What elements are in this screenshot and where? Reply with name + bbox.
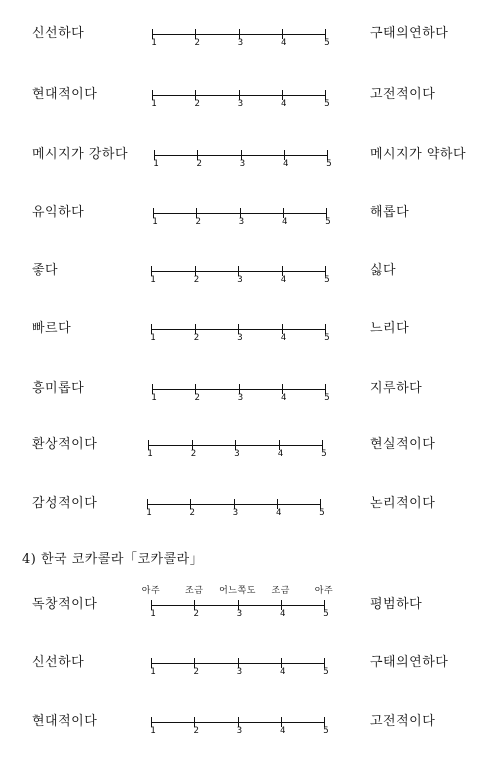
scale-row	[0, 147, 495, 187]
scale-number: 4	[280, 726, 286, 736]
right-adjective: 논리적이다	[370, 496, 436, 511]
left-adjective: 신선하다	[32, 655, 85, 670]
right-adjective: 싫다	[370, 263, 397, 278]
scale-number: 5	[326, 159, 332, 169]
scale-number: 4	[280, 275, 287, 285]
scale-row	[0, 586, 495, 637]
scale-row	[0, 381, 495, 421]
scale-row	[0, 437, 495, 477]
left-adjective: 좋다	[32, 263, 59, 278]
scale-number: 3	[239, 159, 246, 169]
scale-number: 3	[234, 449, 240, 459]
scale-number: 4	[281, 393, 287, 403]
scale-number: 3	[238, 217, 245, 227]
rating-scale	[151, 85, 330, 115]
scale-number: 5	[323, 667, 329, 677]
scale-number: 1	[146, 508, 152, 518]
scale-number: 1	[152, 217, 158, 227]
scale-row	[0, 714, 495, 754]
scale-number: 1	[150, 333, 156, 343]
scale-number: 5	[323, 609, 329, 619]
scale-row	[0, 26, 495, 66]
scale-number: 1	[151, 38, 157, 48]
left-adjective: 환상적이다	[32, 437, 98, 452]
right-adjective: 구태의연하다	[370, 26, 449, 41]
scale-number: 1	[151, 99, 157, 109]
scale-number: 1	[150, 667, 156, 677]
scale-caption: 아주	[141, 586, 161, 596]
scale-row	[0, 205, 495, 245]
scale-number: 2	[194, 99, 200, 109]
scale-number: 1	[150, 275, 156, 285]
scale-number: 1	[153, 159, 159, 169]
rating-scale	[151, 24, 330, 54]
left-adjective: 흥미롭다	[32, 381, 85, 396]
scale-number: 5	[321, 449, 327, 459]
scale-caption: 조금	[271, 586, 290, 596]
scale-number: 2	[193, 609, 199, 619]
scale-number: 4	[281, 99, 287, 109]
rating-scale	[147, 435, 327, 465]
right-adjective: 메시지가 약하다	[370, 147, 467, 162]
scale-number: 3	[236, 667, 243, 677]
rating-scale	[153, 145, 332, 175]
scale-number: 1	[147, 449, 153, 459]
scale-number: 5	[323, 726, 329, 736]
rating-scale	[150, 319, 330, 349]
rating-scale	[146, 494, 325, 524]
scale-number: 4	[280, 667, 286, 677]
rating-scale	[150, 261, 330, 291]
scale-number: 4	[276, 508, 282, 518]
right-adjective: 지루하다	[370, 381, 423, 396]
right-adjective: 현실적이다	[370, 437, 436, 452]
scale-caption: 조금	[185, 586, 204, 596]
scale-number: 4	[280, 333, 287, 343]
scale-row	[0, 87, 495, 127]
scale-number: 2	[193, 667, 199, 677]
scale-number: 1	[150, 726, 156, 736]
scale-caption: 어느쪽도	[219, 586, 256, 596]
scale-caption: 아주	[314, 586, 334, 596]
scale-number: 2	[190, 449, 197, 459]
scale-row	[0, 496, 495, 536]
scale-row	[0, 263, 495, 303]
right-adjective: 구태의연하다	[370, 655, 449, 670]
scale-number: 5	[324, 38, 330, 48]
scale-number: 4	[282, 217, 288, 227]
scale-row	[0, 655, 495, 695]
scale-number: 4	[280, 609, 286, 619]
scale-number: 4	[277, 449, 284, 459]
scale-number: 5	[324, 393, 330, 403]
left-adjective: 감성적이다	[32, 496, 98, 511]
section-title: 4) 한국 코카콜라「코카콜라」	[22, 552, 204, 567]
rating-scale	[151, 379, 330, 409]
scale-number: 2	[194, 393, 200, 403]
left-adjective: 신선하다	[32, 26, 85, 41]
left-adjective: 유익하다	[32, 205, 85, 220]
right-adjective: 고전적이다	[370, 714, 436, 729]
scale-number: 1	[151, 393, 157, 403]
scale-number: 3	[237, 393, 244, 403]
scale-number: 3	[236, 726, 243, 736]
scale-number: 5	[324, 99, 330, 109]
right-adjective: 고전적이다	[370, 87, 436, 102]
scale-number: 3	[237, 38, 244, 48]
scale-number: 3	[232, 508, 239, 518]
scale-number: 2	[196, 159, 202, 169]
scale-number: 3	[237, 99, 244, 109]
scale-number: 5	[324, 275, 330, 285]
left-adjective: 독창적이다	[32, 597, 98, 612]
scale-number: 1	[150, 609, 156, 619]
left-adjective: 현대적이다	[32, 87, 98, 102]
scale-number: 5	[319, 508, 325, 518]
scale-number: 5	[324, 333, 330, 343]
rating-scale	[152, 203, 331, 233]
scale-number: 4	[283, 159, 289, 169]
scale-number: 2	[193, 333, 200, 343]
left-adjective: 메시지가 강하다	[32, 147, 129, 162]
right-adjective: 평범하다	[370, 597, 423, 612]
left-adjective: 현대적이다	[32, 714, 98, 729]
scale-number: 2	[193, 275, 200, 285]
scale-number: 5	[325, 217, 331, 227]
scale-number: 3	[236, 609, 243, 619]
scale-number: 2	[193, 726, 199, 736]
scale-row	[0, 321, 495, 361]
scale-number: 3	[237, 333, 243, 343]
rating-scale	[150, 712, 329, 742]
scale-number: 2	[189, 508, 195, 518]
scale-number: 2	[194, 38, 200, 48]
right-adjective: 느리다	[370, 321, 410, 336]
scale-number: 2	[195, 217, 201, 227]
left-adjective: 빠르다	[32, 321, 72, 336]
rating-scale	[150, 653, 329, 683]
scale-number: 4	[281, 38, 287, 48]
right-adjective: 해롭다	[370, 205, 410, 220]
scale-number: 3	[237, 275, 243, 285]
rating-scale	[141, 586, 334, 625]
